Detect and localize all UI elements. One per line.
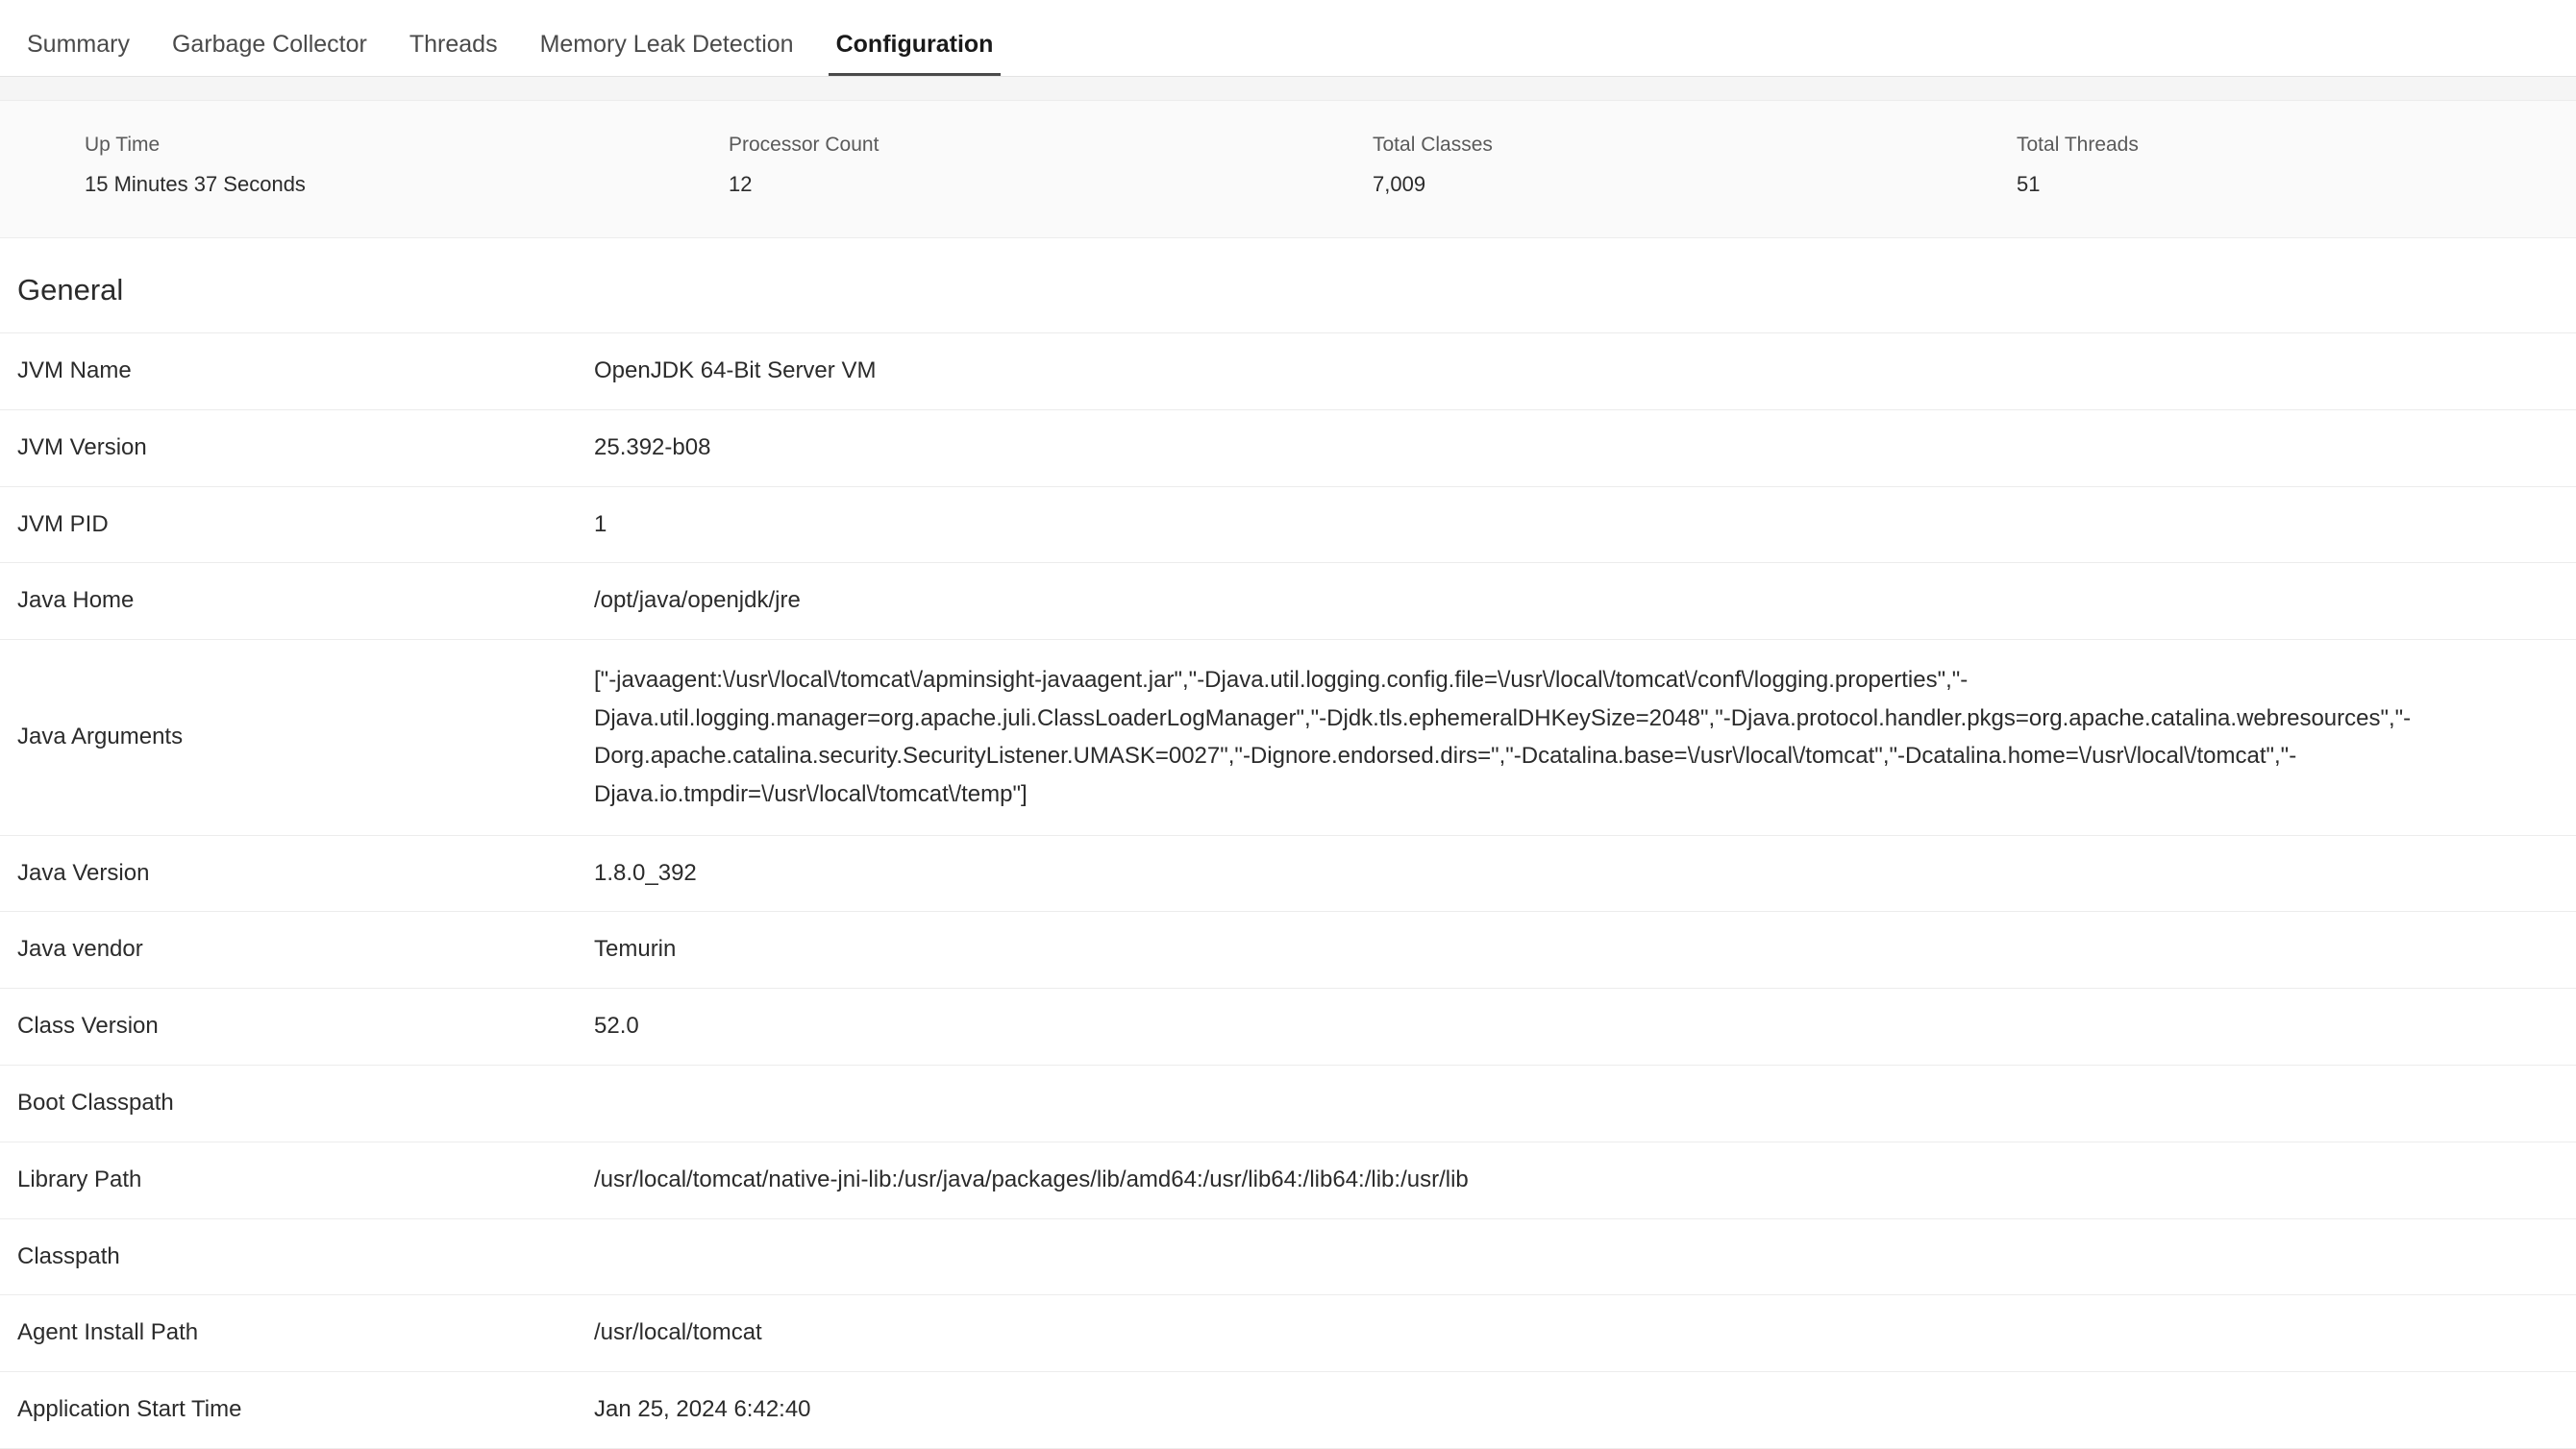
summary-cell-up-time: [0, 134, 644, 197]
table-row: [0, 1142, 2576, 1218]
config-value: ["-javaagent:\/usr\/local\/tomcat\/apminsight-javaagent.jar","-Djava.util.logging.config.file=\/usr\/local\/tomcat\/conf\/logging.properties","-Djava.util.logging.manager=org.apache.juli.ClassLoaderLogManager","-Djdk.tls.ephemeralDHKeySize=2048","-Djava.protocol.handler.pkgs=org.apache.catalina.webresources","-Dorg.apache.catalina.security.SecurityListener.UMASK=0027","-Dignore.endorsed.dirs=","-Dcatalina.base=\/usr\/local\/tomcat","-Dcatalina.home=\/usr\/local\/tomcat","-Djava.io.tmpdir=\/usr\/local\/tomcat\/temp"]: [594, 667, 2412, 807]
table-row: [0, 333, 2576, 410]
general-section: [0, 238, 2576, 1449]
table-row: [0, 1065, 2576, 1142]
config-value: 52.0: [594, 1013, 639, 1040]
config-value: Jan 25, 2024 6:42:40: [594, 1396, 811, 1423]
summary-label: Total Classes: [1373, 134, 1493, 156]
config-value: 25.392-b08: [594, 433, 711, 460]
section-title: General: [17, 273, 124, 307]
config-key: Boot Classpath: [17, 1089, 174, 1116]
configuration-table-body: [0, 333, 2576, 1449]
summary-label: Up Time: [85, 134, 161, 156]
table-row: [0, 1295, 2576, 1372]
config-value: Temurin: [594, 936, 677, 963]
table-row: [0, 835, 2576, 912]
summary-label: Processor Count: [729, 134, 879, 156]
table-row: [0, 1218, 2576, 1295]
table-row: [0, 1372, 2576, 1449]
config-key: Agent Install Path: [17, 1319, 199, 1346]
config-value: [577, 1065, 2576, 1142]
table-row: [0, 989, 2576, 1066]
summary-label: Total Threads: [2017, 134, 2139, 156]
config-value: [577, 1218, 2576, 1295]
tab-garbage-collector[interactable]: Garbage Collector: [171, 31, 367, 58]
summary-spacer: [0, 77, 2576, 100]
summary-value: 15 Minutes 37 Seconds: [85, 172, 306, 196]
config-key: Application Start Time: [17, 1396, 242, 1423]
tab-threads[interactable]: Threads: [409, 31, 498, 58]
table-row: [0, 912, 2576, 989]
tab-summary[interactable]: Summary: [27, 31, 130, 58]
config-key: JVM Name: [17, 357, 132, 383]
tab-bar: [0, 0, 2576, 77]
summary-value: 51: [2017, 172, 2041, 196]
config-key: Java Version: [17, 859, 150, 886]
config-value: /opt/java/openjdk/jre: [594, 587, 801, 614]
table-row: [0, 409, 2576, 486]
config-key: Classpath: [17, 1242, 120, 1269]
config-value: /usr/local/tomcat: [594, 1319, 762, 1346]
table-row: [0, 563, 2576, 640]
summary-value: 7,009: [1373, 172, 1426, 196]
configuration-table: [0, 332, 2576, 1449]
summary-cell-processor-count: [644, 134, 1288, 197]
tab-memory-leak-detection[interactable]: Memory Leak Detection: [539, 31, 794, 58]
summary-value: 12: [729, 172, 753, 196]
config-key: Class Version: [17, 1013, 159, 1040]
config-key: Java Arguments: [17, 723, 184, 749]
config-value: 1.8.0_392: [594, 859, 697, 886]
tab-configuration[interactable]: Configuration: [815, 16, 1015, 76]
summary-strip: [0, 100, 2576, 238]
config-value: /usr/local/tomcat/native-jni-lib:/usr/java/packages/lib/amd64:/usr/lib64:/lib64:/lib:/usr/lib: [594, 1166, 1469, 1192]
config-key: JVM Version: [17, 433, 147, 460]
table-row: [0, 486, 2576, 563]
table-row: [0, 640, 2576, 835]
config-value: OpenJDK 64-Bit Server VM: [594, 357, 877, 383]
config-key: JVM PID: [17, 510, 109, 537]
config-value: 1: [594, 510, 607, 537]
config-key: Java vendor: [17, 936, 143, 963]
summary-cell-total-threads: [1932, 134, 2576, 197]
summary-cell-total-classes: [1288, 134, 1932, 197]
config-key: Library Path: [17, 1166, 142, 1192]
config-key: Java Home: [17, 587, 135, 614]
